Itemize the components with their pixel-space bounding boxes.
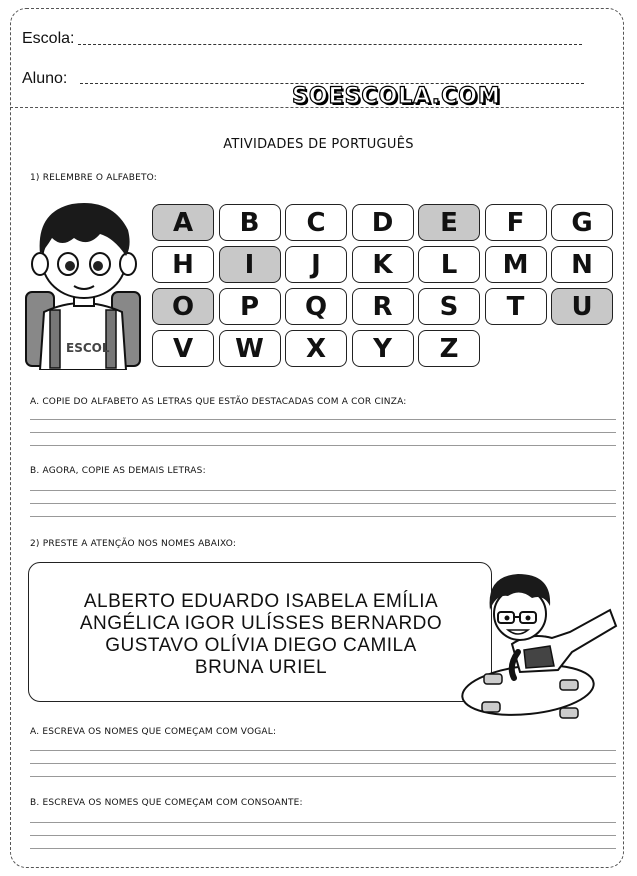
answer-line[interactable] (30, 445, 616, 446)
letter-cell-e: E (418, 204, 480, 241)
section2-heading: 2) PRESTE A ATENÇÃO NOS NOMES ABAIXO: (30, 539, 237, 549)
letter-cell-i: I (219, 246, 281, 283)
letter-cell-s: S (418, 288, 480, 325)
answer-line[interactable] (30, 835, 616, 836)
letter-cell-y: Y (352, 330, 414, 367)
letter-cell-c: C (285, 204, 347, 241)
answer-line[interactable] (30, 776, 616, 777)
letter-cell-g: G (551, 204, 613, 241)
answer-line[interactable] (30, 750, 616, 751)
boy-illustration (22, 194, 146, 370)
section2-task-b: B. ESCREVA OS NOMES QUE COMEÇAM COM CONSOANTE: (30, 798, 303, 808)
answer-line[interactable] (30, 822, 616, 823)
letter-cell-r: R (352, 288, 414, 325)
escola-label: Escola: (22, 30, 75, 47)
section1-task-a: A. COPIE DO ALFABETO AS LETRAS QUE ESTÃO DESTACADAS COM A COR CINZA: (30, 397, 407, 407)
escola-line[interactable] (78, 44, 582, 45)
answer-line[interactable] (30, 763, 616, 764)
letter-cell-x: X (285, 330, 347, 367)
names-line-4: BRUNA URIEL (194, 657, 328, 678)
names-line-3: GUSTAVO OLÍVIA DIEGO CAMILA (105, 635, 417, 656)
letter-cell-q: Q (285, 288, 347, 325)
names-box (28, 562, 492, 702)
aluno-field (22, 70, 67, 88)
section1-heading: 1) RELEMBRE O ALFABETO: (30, 173, 158, 183)
letter-cell-t: T (485, 288, 547, 325)
section1-task-b: B. AGORA, COPIE AS DEMAIS LETRAS: (30, 466, 206, 476)
letter-cell-v: V (152, 330, 214, 367)
letter-cell-u: U (551, 288, 613, 325)
letter-cell-b: B (219, 204, 281, 241)
letter-cell-f: F (485, 204, 547, 241)
header-divider (10, 107, 624, 108)
letter-cell-d: D (352, 204, 414, 241)
answer-line[interactable] (30, 432, 616, 433)
answer-line[interactable] (30, 490, 616, 491)
letter-cell-z: Z (418, 330, 480, 367)
answer-line[interactable] (30, 516, 616, 517)
letter-cell-m: M (485, 246, 547, 283)
letter-cell-l: L (418, 246, 480, 283)
answer-line[interactable] (30, 848, 616, 849)
shirt-text: ESCOL (66, 341, 110, 355)
letter-cell-k: K (352, 246, 414, 283)
names-line-1: ALBERTO EDUARDO ISABELA EMÍLIA (83, 591, 439, 612)
letter-cell-a: A (152, 204, 214, 241)
letter-cell-n: N (551, 246, 613, 283)
site-logo: SOESCOLA.COM (292, 84, 501, 109)
letter-cell-o: O (152, 288, 214, 325)
page-title: ATIVIDADES DE PORTUGUÊS (223, 137, 414, 152)
answer-line[interactable] (30, 503, 616, 504)
answer-line[interactable] (30, 419, 616, 420)
letter-cell-h: H (152, 246, 214, 283)
alphabet-grid (152, 204, 618, 370)
section2-task-a: A. ESCREVA OS NOMES QUE COMEÇAM COM VOGAL: (30, 727, 277, 737)
letter-cell-w: W (219, 330, 281, 367)
escola-field (22, 30, 74, 48)
names-line-2: ANGÉLICA IGOR ULÍSSES BERNARDO (79, 613, 443, 634)
letter-cell-p: P (219, 288, 281, 325)
skater-illustration (460, 566, 618, 728)
aluno-label: Aluno: (22, 70, 68, 87)
letter-cell-j: J (285, 246, 347, 283)
